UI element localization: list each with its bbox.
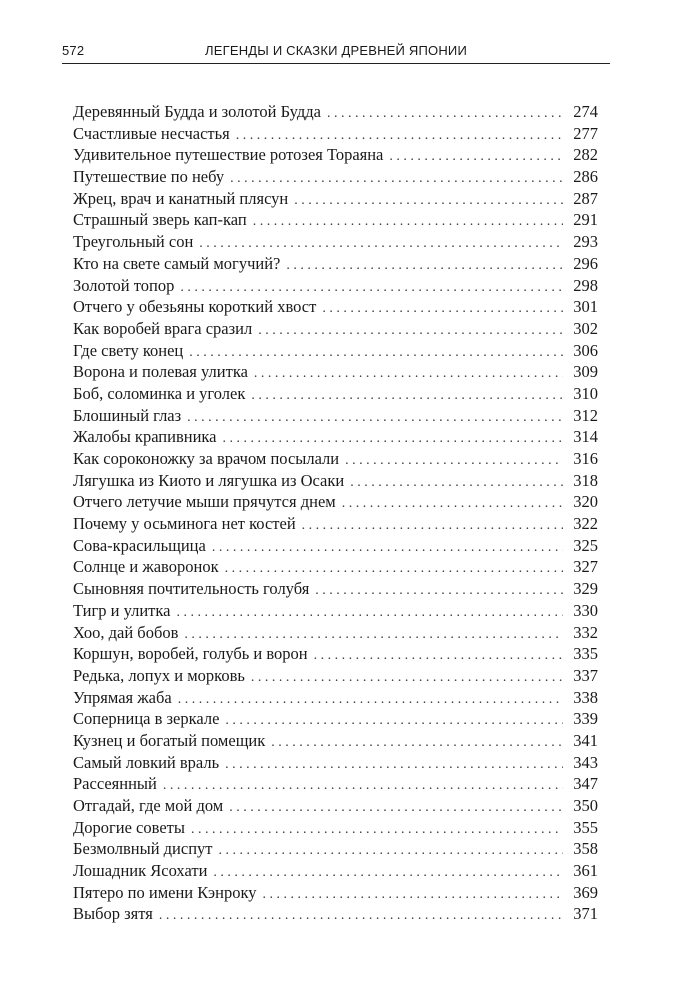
toc-entry-title: Деревянный Будда и золотой Будда — [73, 102, 321, 121]
toc-entry-title: Безмолвный диспут — [73, 839, 213, 859]
toc-entry-page: 296 — [573, 253, 598, 273]
dot-leader — [315, 580, 563, 602]
toc-entry-page: 282 — [573, 145, 598, 165]
dot-leader — [350, 472, 563, 494]
toc-entry-page: 350 — [573, 796, 598, 815]
toc-entry-page: 302 — [573, 318, 598, 338]
dot-leader — [327, 103, 563, 125]
toc-entry-title: Отчего летучие мыши прячутся днем — [73, 492, 336, 512]
toc-entry-page: 337 — [573, 665, 598, 685]
toc-entry-page: 371 — [573, 904, 598, 924]
toc-entry-title: Редька, лопух и морковь — [73, 665, 245, 685]
toc-entry-title: Лягушка из Киото и лягушка из Осаки — [73, 470, 345, 490]
toc-entry-page: 301 — [573, 297, 598, 317]
toc-entry — [73, 296, 598, 318]
toc-entry — [73, 231, 598, 253]
toc-entry-title: Как сороконожку за врачом посылали — [73, 449, 340, 468]
toc-entry — [73, 860, 598, 882]
toc-entry-title: Боб, соломинка и уголек — [73, 383, 246, 403]
toc-entry-title: Страшный зверь кап-кап — [73, 210, 247, 230]
toc-entry — [73, 773, 598, 795]
running-header — [62, 41, 610, 64]
toc-entry-title: Треугольный сон — [73, 232, 194, 252]
toc-entry — [73, 426, 598, 448]
toc-entry-title: Жалобы крапивника — [73, 427, 217, 447]
toc-entry-title: Где свету конец — [73, 340, 184, 360]
toc-entry — [73, 166, 598, 188]
dot-leader — [159, 905, 563, 927]
dot-leader — [199, 233, 563, 255]
toc-entry — [73, 882, 598, 904]
dot-leader — [225, 754, 563, 776]
dot-leader — [225, 558, 563, 580]
toc-entry-page: 277 — [573, 123, 598, 143]
toc-entry-title: Золотой топор — [73, 275, 175, 295]
toc-entry-page: 293 — [573, 232, 598, 252]
dot-leader — [212, 537, 563, 559]
toc-entry-page: 335 — [573, 644, 598, 664]
dot-leader — [251, 667, 563, 689]
dot-leader — [225, 710, 563, 732]
dot-leader — [271, 732, 563, 754]
table-of-contents — [73, 101, 598, 925]
dot-leader — [345, 450, 563, 472]
dot-leader — [286, 255, 563, 277]
dot-leader — [253, 211, 563, 233]
toc-entry-page: 358 — [573, 839, 598, 859]
toc-entry — [73, 622, 598, 644]
toc-entry — [73, 687, 598, 709]
toc-entry-page: 306 — [573, 340, 598, 360]
page-number: 572 — [62, 43, 85, 58]
toc-entry-page: 291 — [573, 210, 598, 230]
toc-entry — [73, 665, 598, 687]
toc-entry-title: Блошиный глаз — [73, 405, 182, 425]
toc-entry — [73, 144, 598, 166]
toc-entry-title: Соперница в зеркале — [73, 709, 220, 729]
toc-entry-page: 274 — [573, 102, 598, 121]
toc-entry-page: 355 — [573, 817, 598, 837]
toc-entry-title: Почему у осьминога нет костей — [73, 514, 296, 534]
dot-leader — [219, 840, 564, 862]
toc-entry-title: Выбор зятя — [73, 904, 153, 924]
toc-entry-page: 369 — [573, 882, 598, 902]
toc-entry-title: Счастливые несчастья — [73, 123, 230, 143]
toc-entry — [73, 209, 598, 231]
toc-entry — [73, 513, 598, 535]
toc-entry-title: Упрямая жаба — [73, 687, 172, 707]
toc-entry-page: 314 — [573, 427, 598, 447]
toc-entry — [73, 708, 598, 730]
toc-entry — [73, 275, 598, 297]
toc-entry-title: Коршун, воробей, голубь и ворон — [73, 644, 308, 664]
toc-entry-page: 309 — [573, 362, 598, 382]
toc-entry-page: 312 — [573, 405, 598, 425]
toc-entry-title: Хоо, дай бобов — [73, 622, 179, 642]
toc-entry-page: 325 — [573, 535, 598, 555]
toc-entry — [73, 643, 598, 665]
toc-entry-page: 287 — [573, 188, 598, 208]
toc-entry-title: Кузнец и богатый помещик — [73, 730, 266, 750]
dot-leader — [177, 602, 564, 624]
dot-leader — [213, 862, 563, 884]
dot-leader — [254, 363, 563, 385]
toc-entry — [73, 188, 598, 210]
toc-entry — [73, 556, 598, 578]
toc-entry-page: 286 — [573, 167, 598, 187]
toc-entry — [73, 491, 598, 513]
dot-leader — [184, 624, 563, 646]
dot-leader — [163, 775, 563, 797]
toc-entry-page: 318 — [573, 470, 598, 490]
toc-entry — [73, 101, 598, 123]
dot-leader — [258, 320, 563, 342]
toc-entry — [73, 253, 598, 275]
dot-leader — [187, 407, 563, 429]
toc-entry-title: Сыновняя почтительность голубя — [73, 579, 310, 599]
toc-entry-title: Тигр и улитка — [73, 600, 171, 620]
toc-entry-page: 338 — [573, 687, 598, 707]
toc-entry-title: Пятеро по имени Кэнроку — [73, 882, 257, 902]
toc-entry-page: 339 — [573, 709, 598, 729]
toc-entry — [73, 730, 598, 752]
toc-entry — [73, 123, 598, 145]
toc-entry-title: Сова-красильщица — [73, 535, 206, 555]
dot-leader — [178, 689, 563, 711]
toc-entry-page: 329 — [573, 579, 598, 599]
toc-entry-title: Удивительное путешествие ротозея Тораяна — [73, 145, 384, 165]
toc-entry — [73, 383, 598, 405]
toc-entry-page: 361 — [573, 861, 598, 881]
dot-leader — [322, 298, 563, 320]
dot-leader — [191, 819, 563, 841]
toc-entry-page: 310 — [573, 383, 598, 403]
toc-entry-page: 320 — [573, 492, 598, 512]
toc-entry — [73, 535, 598, 557]
toc-entry-page: 298 — [573, 275, 598, 295]
toc-entry-page: 343 — [573, 752, 598, 772]
toc-entry — [73, 903, 598, 925]
toc-entry-page: 347 — [573, 774, 598, 794]
dot-leader — [251, 385, 563, 407]
dot-leader — [236, 125, 563, 147]
toc-entry-title: Лошадник Ясохати — [73, 861, 208, 881]
dot-leader — [302, 515, 563, 537]
dot-leader — [223, 428, 563, 450]
toc-entry-title: Отгадай, где мой дом — [73, 796, 224, 815]
toc-entry — [73, 448, 598, 470]
toc-entry — [73, 578, 598, 600]
toc-entry — [73, 838, 598, 860]
toc-entry — [73, 600, 598, 622]
dot-leader — [342, 493, 563, 515]
toc-entry-title: Дорогие советы — [73, 817, 185, 837]
toc-entry-title: Как воробей врага сразил — [73, 318, 253, 338]
dot-leader — [262, 884, 563, 906]
toc-entry-title: Самый ловкий враль — [73, 752, 220, 772]
dot-leader — [180, 277, 563, 299]
toc-entry — [73, 752, 598, 774]
dot-leader — [314, 645, 563, 667]
toc-entry-page: 322 — [573, 514, 598, 534]
toc-entry — [73, 795, 598, 817]
dot-leader — [229, 797, 563, 819]
dot-leader — [230, 168, 563, 190]
toc-entry — [73, 817, 598, 839]
book-title: ЛЕГЕНДЫ И СКАЗКИ ДРЕВНЕЙ ЯПОНИИ — [205, 43, 467, 58]
toc-entry-page: 327 — [573, 557, 598, 577]
toc-entry-title: Кто на свете самый могучий? — [73, 253, 281, 273]
toc-entry — [73, 405, 598, 427]
toc-entry-page: 341 — [573, 730, 598, 750]
dot-leader — [389, 146, 563, 168]
toc-entry — [73, 361, 598, 383]
dot-leader — [294, 190, 563, 212]
toc-entry-title: Рассеянный — [73, 774, 157, 794]
toc-entry-title: Путешествие по небу — [73, 167, 225, 187]
toc-entry — [73, 340, 598, 362]
toc-entry-page: 332 — [573, 622, 598, 642]
toc-entry — [73, 318, 598, 340]
toc-entry-title: Жрец, врач и канатный плясун — [73, 188, 289, 208]
toc-entry — [73, 470, 598, 492]
toc-entry-page: 316 — [573, 449, 598, 468]
toc-entry-title: Ворона и полевая улитка — [73, 362, 248, 382]
toc-entry-page: 330 — [573, 600, 598, 620]
dot-leader — [189, 342, 563, 364]
toc-entry-title: Отчего у обезьяны короткий хвост — [73, 297, 317, 317]
toc-entry-title: Солнце и жаворонок — [73, 557, 219, 577]
